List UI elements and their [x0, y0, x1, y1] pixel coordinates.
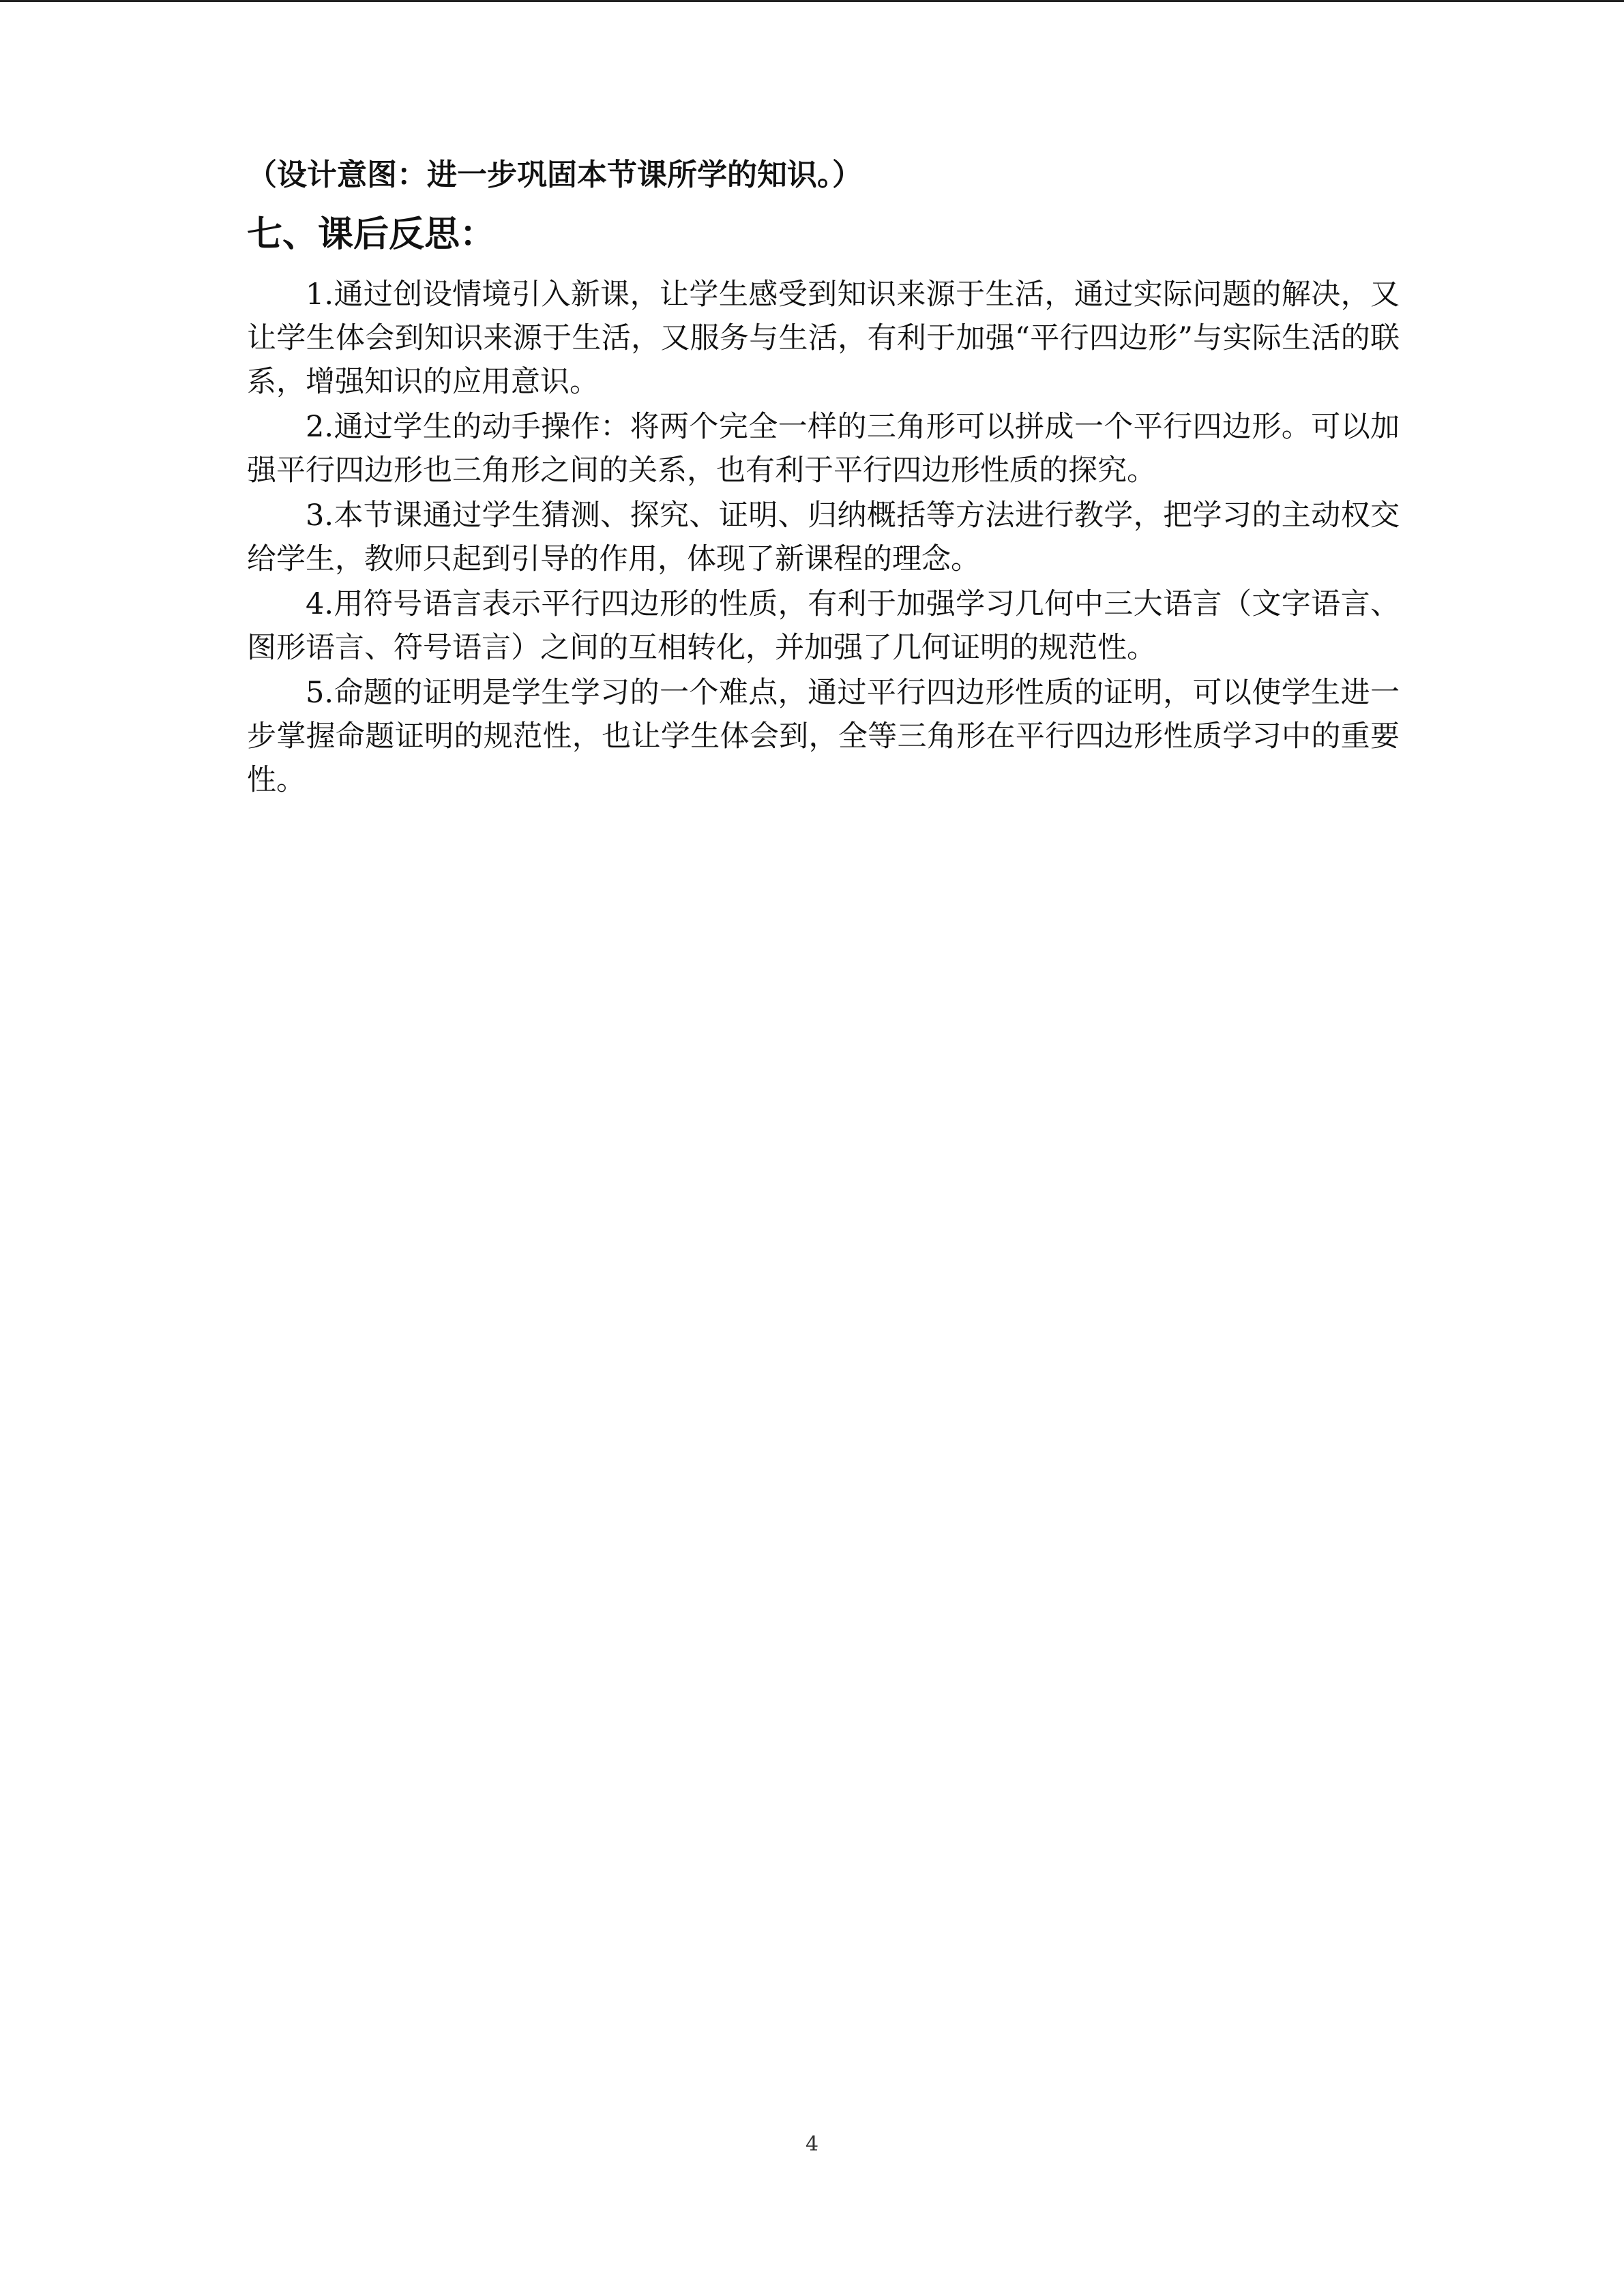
page-number: 4: [805, 2132, 819, 2156]
design-intent-note: （设计意图：进一步巩固本节课所学的知识。）: [247, 158, 862, 192]
reflection-paragraph-5: 5.命题的证明是学生学习的一个难点，通过平行四边形性质的证明，可以使学生进一步掌握命题证明的规范性，也让学生体会到，全等三角形在平行四边形性质学习中的重要性。: [247, 676, 1400, 797]
reflection-paragraph-1: 1.通过创设情境引入新课，让学生感受到知识来源于生活，通过实际问题的解决，又让学生体会到知识来源于生活，又服务与生活，有利于加强“平行四边形”与实际生活的联系，增强知识的应用意识。: [247, 278, 1400, 399]
document-body: [247, 151, 1400, 803]
reflection-paragraph-4: 4.用符号语言表示平行四边形的性质，有利于加强学习几何中三大语言（文字语言、图形语言、符号语言）之间的互相转化，并加强了几何证明的规范性。: [247, 587, 1400, 665]
top-border-line: [0, 0, 1624, 2]
reflection-paragraph-2: 2.通过学生的动手操作：将两个完全一样的三角形可以拼成一个平行四边形。可以加强平行四边形也三角形之间的关系，也有利于平行四边形性质的探究。: [247, 410, 1400, 488]
reflection-paragraph-3: 3.本节课通过学生猜测、探究、证明、归纳概括等方法进行教学，把学习的主动权交给学生，教师只起到引导的作用，体现了新课程的理念。: [247, 498, 1400, 576]
section-heading-reflection: 七、课后反思：: [247, 214, 496, 255]
